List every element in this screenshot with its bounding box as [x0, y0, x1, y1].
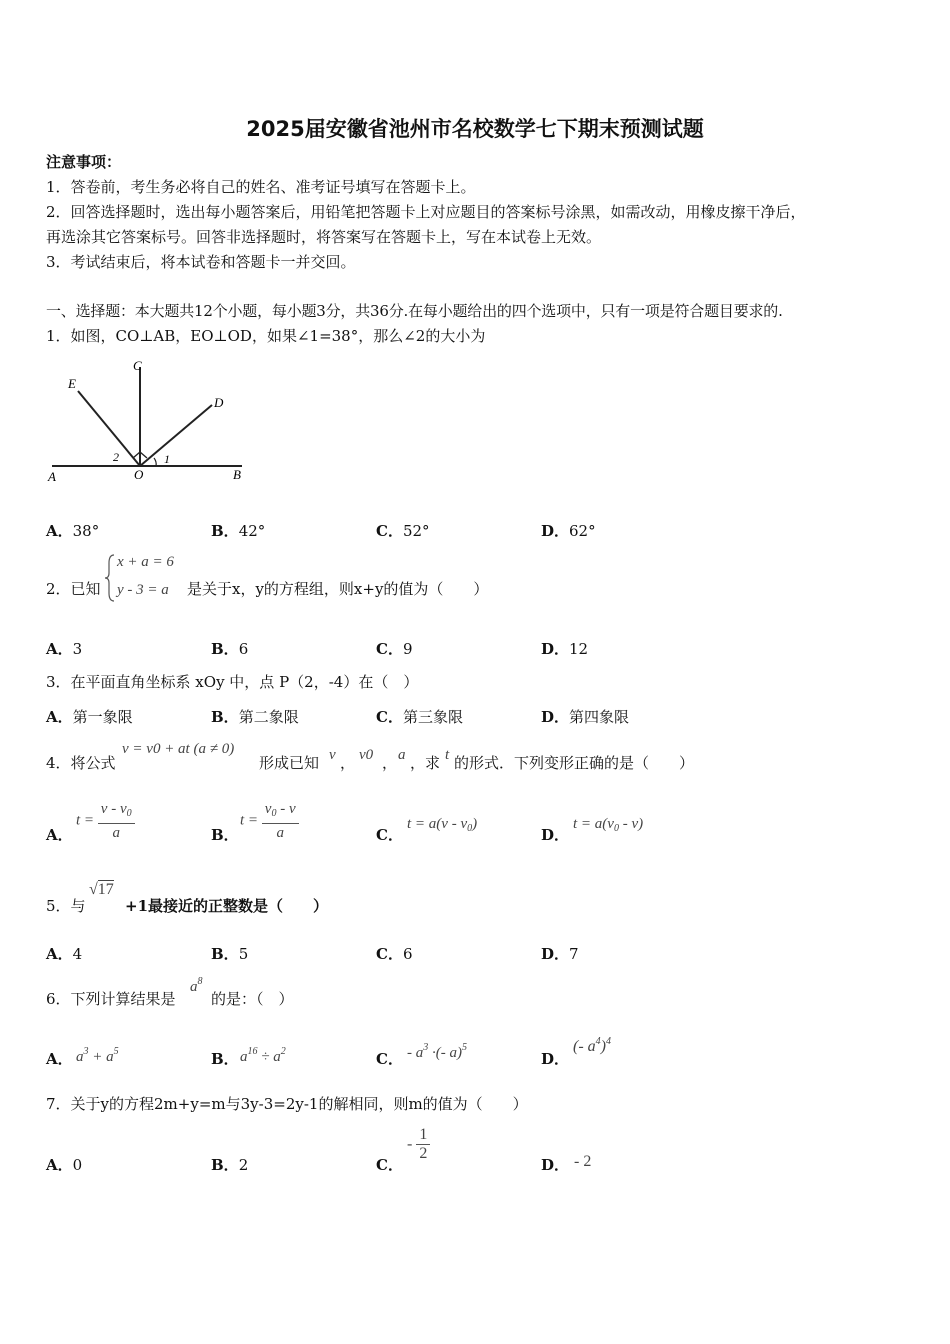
- var-v0: v0: [359, 747, 374, 763]
- q6-option-b: B．: [211, 1050, 239, 1068]
- label-E: E: [68, 376, 76, 391]
- q7-option-b: B．2: [211, 1156, 249, 1174]
- page-title: 2025届安徽省池州市名校数学七下期末预测试题: [246, 117, 704, 141]
- q4-option-a: A．: [46, 826, 73, 844]
- question-5-prefix: 5．与: [46, 897, 86, 915]
- q4-option-c-expr: $t = a(v - v_0)$: [407, 816, 478, 834]
- question-6-suffix: 的是：（ ）: [211, 990, 294, 1008]
- q4-option-b: B．: [211, 826, 239, 844]
- q3-option-b: B．第二象限: [211, 708, 299, 726]
- label-angle-2: 2: [113, 450, 119, 464]
- var-v: v: [329, 747, 336, 763]
- q1-option-b: B．42°: [211, 522, 266, 540]
- question-5-suffix: +1最接近的正整数是（ ）: [125, 897, 329, 915]
- q6-option-d-expr: (- $a^4)^4$: [573, 1036, 611, 1055]
- notice-heading: 注意事项：: [46, 153, 122, 171]
- formula: v = v0 + at (a ≠ 0): [122, 741, 235, 757]
- system-eq-2: y - 3 = a: [117, 582, 169, 598]
- q1-option-c: C．52°: [376, 522, 430, 540]
- label-angle-1: 1: [164, 452, 170, 466]
- label-B: B: [233, 467, 241, 482]
- question-1-stem: 1．如图，CO⊥AB，EO⊥OD，如果∠1=38°，那么∠2的大小为: [46, 327, 486, 345]
- label-A: A: [48, 469, 56, 484]
- geometry-figure: [44, 355, 254, 490]
- q3-option-a: A．第一象限: [46, 708, 133, 726]
- question-2-suffix: 是关于x，y的方程组，则x+y的值为（ ）: [187, 580, 489, 598]
- q2-option-a: A．3: [46, 640, 83, 658]
- q4-option-b-expr: t = $\frac{v_0 - v}{a}$: [240, 800, 299, 842]
- q1-option-a: A．38°: [46, 522, 100, 540]
- question-6-prefix: 6．下列计算结果是: [46, 990, 176, 1008]
- q5-option-a: A．4: [46, 945, 83, 963]
- q7-option-d: D．: [541, 1156, 570, 1174]
- question-4-mid1: 形成已知: [259, 754, 320, 772]
- q1-option-d: D．62°: [541, 522, 596, 540]
- notice-item: 3．考试结束后，将本试卷和答题卡一并交回。: [46, 253, 356, 271]
- q6-option-b-expr: $a^{16} \div a^2$: [240, 1046, 286, 1065]
- q2-option-d: D．12: [541, 640, 589, 658]
- q6-option-c: C．: [376, 1050, 403, 1068]
- q4-option-d-expr: $t = a(v_0 - v)$: [573, 816, 644, 834]
- notice-item: 再选涂其它答案标号。回答非选择题时，将答案写在答题卡上，写在本试卷上无效。: [46, 228, 602, 246]
- target-a8: $a^8$: [190, 976, 203, 995]
- system-eq-1: x + a = 6: [117, 554, 174, 570]
- q7-option-a: A．0: [46, 1156, 83, 1174]
- question-4-suffix: 的形式．下列变形正确的是（ ）: [454, 754, 695, 772]
- var-a: a: [398, 747, 406, 763]
- notice-item: 2．回答选择题时，选出每小题答案后，用铅笔把答题卡上对应题目的答案标号涂黑，如需改动，用橡皮擦干净后，: [46, 203, 806, 221]
- q6-option-a: A．: [46, 1050, 73, 1068]
- q7-option-d-expr: - 2: [574, 1153, 592, 1170]
- q7-option-c: C．: [376, 1156, 403, 1174]
- q4-option-a-expr: t = $\frac{v - v_0}{a}$: [76, 800, 135, 842]
- q7-option-c-expr: - $\frac{1}{2}$: [407, 1126, 430, 1163]
- q2-option-c: C．9: [376, 640, 413, 658]
- label-D: D: [214, 395, 224, 410]
- q5-option-d: D．7: [541, 945, 579, 963]
- notice-item: 1．答卷前，考生务必将自己的姓名、准考证号填写在答题卡上。: [46, 178, 476, 196]
- q2-option-b: B．6: [211, 640, 249, 658]
- q5-option-c: C．6: [376, 945, 413, 963]
- q4-option-d: D．: [541, 826, 570, 844]
- q6-option-c-expr: - $a^3$ ·(- a)$^5$: [407, 1042, 467, 1061]
- sqrt-17: √17: [89, 881, 114, 898]
- question-4-mid2: ，求: [410, 754, 441, 772]
- label-O: O: [134, 467, 144, 482]
- question-2-prefix: 2．已知: [46, 580, 101, 598]
- sep: ，: [382, 754, 398, 772]
- label-C: C: [133, 358, 142, 373]
- q3-option-c: C．第三象限: [376, 708, 463, 726]
- q4-option-c: C．: [376, 826, 403, 844]
- q6-option-d: D．: [541, 1050, 570, 1068]
- sep: ，: [340, 754, 356, 772]
- q3-option-d: D．第四象限: [541, 708, 630, 726]
- q6-option-a-expr: $a^3 + a^5$: [76, 1046, 119, 1065]
- var-t: t: [445, 747, 450, 763]
- question-3-stem: 3．在平面直角坐标系 xOy 中，点 P（2，-4）在（ ）: [46, 673, 419, 691]
- q5-option-b: B．5: [211, 945, 249, 963]
- section-heading: 一、选择题：本大题共12个小题，每小题3分，共36分.在每小题给出的四个选项中，只有一项是符合题目要求的.: [46, 302, 783, 320]
- question-4-prefix: 4．将公式: [46, 754, 116, 772]
- question-7-stem: 7．关于y的方程2m+y=m与3y-3=2y-1的解相同，则m的值为（ ）: [46, 1095, 528, 1113]
